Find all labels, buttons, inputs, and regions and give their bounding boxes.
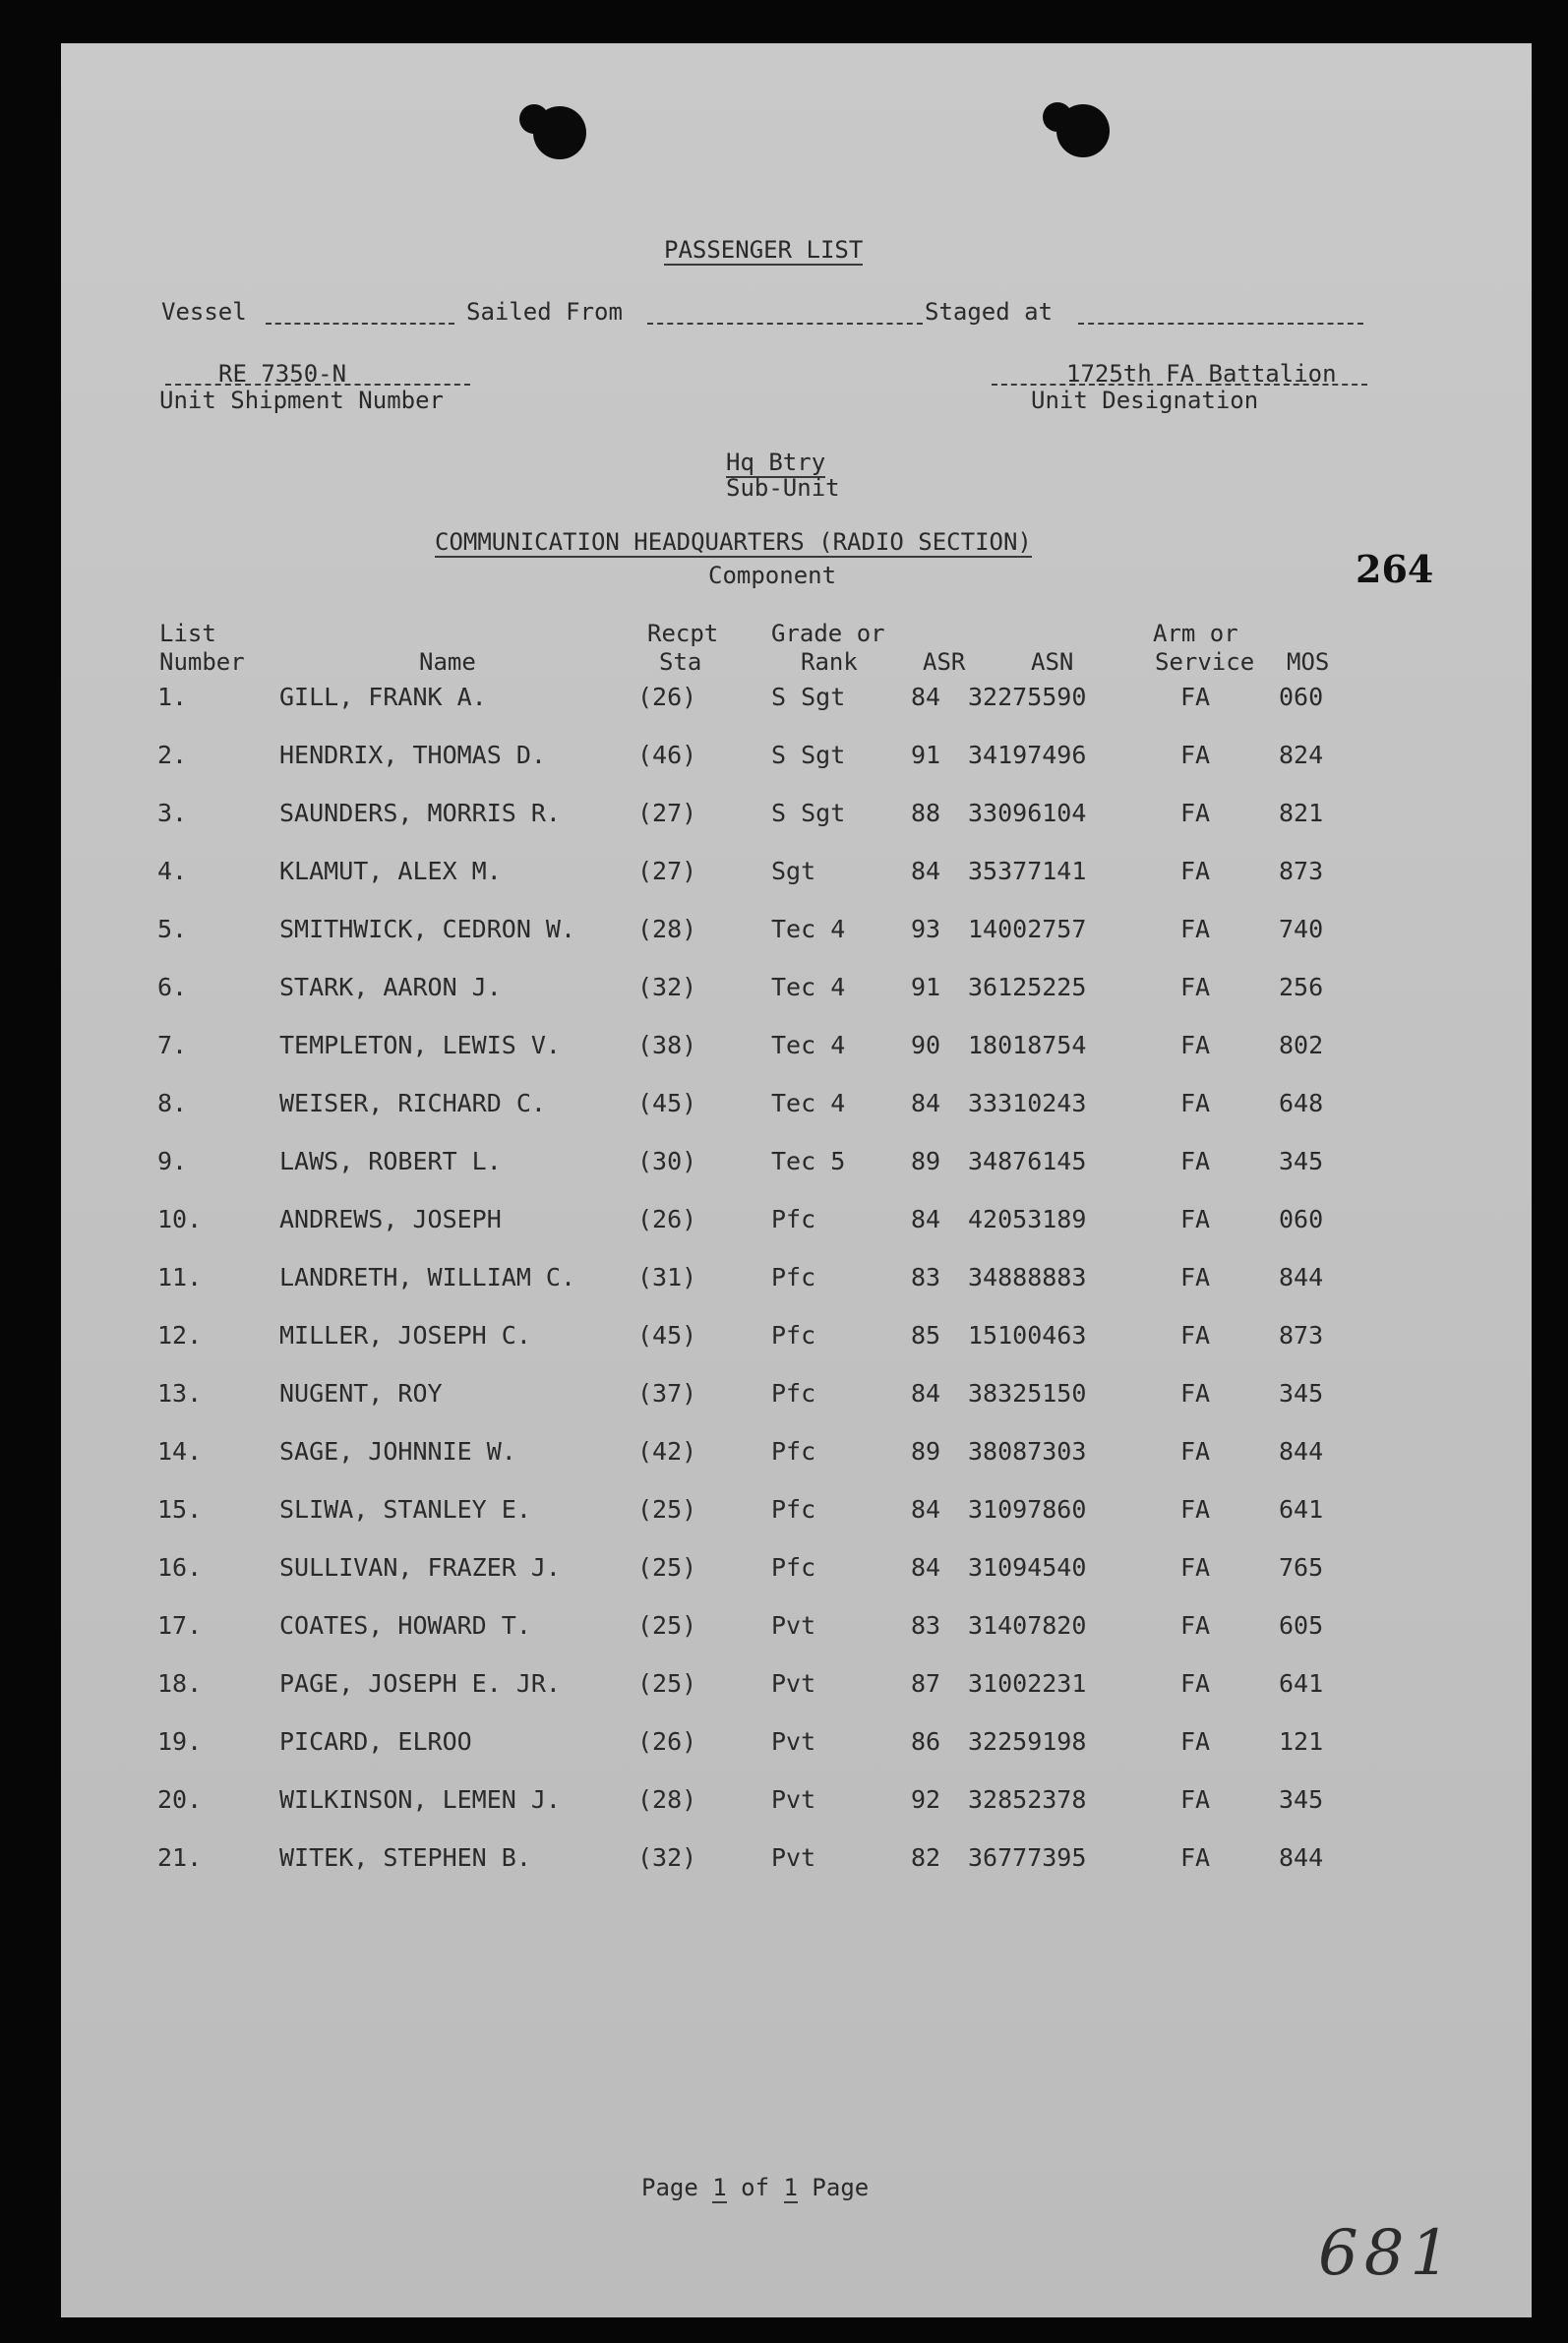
recpt-sta: (38) (637, 1031, 697, 1059)
table-row (61, 1031, 1532, 1070)
grade-rank: Pvt (771, 1669, 816, 1698)
asr-score: 86 (911, 1727, 941, 1756)
page-number: 1 (712, 2174, 727, 2201)
component-label: Component (708, 562, 837, 589)
asr-score: 90 (911, 1031, 941, 1059)
arm-service: FA (1180, 857, 1211, 885)
table-row (61, 1553, 1532, 1592)
arm-service: FA (1180, 683, 1211, 711)
punch-hole-left (533, 106, 586, 159)
page-footer (641, 2174, 869, 2201)
staged-at-label: Staged at (925, 298, 1054, 326)
arm-service: FA (1180, 1089, 1211, 1117)
vessel-label: Vessel (161, 298, 247, 326)
asn-number: 15100463 (968, 1321, 1087, 1350)
grade-rank: Pvt (771, 1785, 816, 1814)
mos-code: 641 (1279, 1495, 1324, 1524)
row-number: 2. (157, 741, 188, 769)
header-asr: ASR (923, 648, 966, 676)
recpt-sta: (32) (637, 973, 697, 1001)
sailed-from-blank (647, 323, 923, 325)
passenger-name: TEMPLETON, LEWIS V. (279, 1031, 561, 1059)
asn-number: 35377141 (968, 857, 1087, 885)
grade-rank: S Sgt (771, 741, 846, 769)
table-row (61, 1321, 1532, 1360)
asn-number: 33096104 (968, 799, 1087, 827)
mos-code: 873 (1279, 1321, 1324, 1350)
header-recpt-2: Sta (659, 648, 702, 676)
asr-score: 88 (911, 799, 941, 827)
passenger-name: COATES, HOWARD T. (279, 1611, 531, 1640)
mos-code: 844 (1279, 1843, 1324, 1872)
arm-service: FA (1180, 1669, 1211, 1698)
table-row (61, 1669, 1532, 1709)
mos-code: 873 (1279, 857, 1324, 885)
row-number: 19. (157, 1727, 203, 1756)
passenger-name: NUGENT, ROY (279, 1379, 443, 1408)
passenger-name: LAWS, ROBERT L. (279, 1147, 502, 1175)
header-arm-2: Service (1155, 648, 1255, 676)
table-row (61, 1437, 1532, 1476)
header-grade: Grade or (771, 620, 885, 647)
recpt-sta: (25) (637, 1669, 697, 1698)
header-name: Name (419, 648, 476, 676)
row-number: 12. (157, 1321, 203, 1350)
asr-score: 84 (911, 1495, 941, 1524)
mos-code: 765 (1279, 1553, 1324, 1582)
asn-number: 31097860 (968, 1495, 1087, 1524)
row-number: 11. (157, 1263, 203, 1292)
sailed-from-label: Sailed From (466, 298, 623, 326)
sub-unit-label: Sub-Unit (726, 474, 840, 502)
asn-number: 18018754 (968, 1031, 1087, 1059)
grade-rank: Tec 4 (771, 973, 846, 1001)
asr-score: 91 (911, 973, 941, 1001)
arm-service: FA (1180, 1205, 1211, 1233)
table-row (61, 1785, 1532, 1825)
grade-rank: Tec 4 (771, 1031, 846, 1059)
mos-code: 844 (1279, 1437, 1324, 1466)
mos-code: 256 (1279, 973, 1324, 1001)
grade-rank: Pfc (771, 1263, 816, 1292)
asn-number: 31002231 (968, 1669, 1087, 1698)
table-row (61, 1611, 1532, 1651)
arm-service: FA (1180, 1495, 1211, 1524)
document-title: PASSENGER LIST (664, 236, 864, 264)
arm-service: FA (1180, 1553, 1211, 1582)
unit-shipment-rule (165, 384, 470, 386)
passenger-name: WEISER, RICHARD C. (279, 1089, 546, 1117)
row-number: 15. (157, 1495, 203, 1524)
document-page (61, 43, 1532, 2317)
passenger-name: SMITHWICK, CEDRON W. (279, 915, 576, 943)
mos-code: 345 (1279, 1147, 1324, 1175)
recpt-sta: (42) (637, 1437, 697, 1466)
mos-code: 060 (1279, 1205, 1324, 1233)
arm-service: FA (1180, 973, 1211, 1001)
arm-service: FA (1180, 1785, 1211, 1814)
passenger-name: PAGE, JOSEPH E. JR. (279, 1669, 561, 1698)
asn-number: 42053189 (968, 1205, 1087, 1233)
row-number: 13. (157, 1379, 203, 1408)
unit-shipment-label: Unit Shipment Number (159, 387, 444, 414)
table-row (61, 683, 1532, 722)
row-number: 16. (157, 1553, 203, 1582)
arm-service: FA (1180, 1727, 1211, 1756)
page-total: 1 (783, 2174, 798, 2201)
unit-designation-rule (992, 384, 1367, 386)
asn-number: 38325150 (968, 1379, 1087, 1408)
recpt-sta: (46) (637, 741, 697, 769)
recpt-sta: (45) (637, 1089, 697, 1117)
passenger-name: WILKINSON, LEMEN J. (279, 1785, 561, 1814)
arm-service: FA (1180, 915, 1211, 943)
sub-unit-value: Hq Btry (726, 449, 826, 476)
grade-rank: Pfc (771, 1437, 816, 1466)
passenger-name: SAUNDERS, MORRIS R. (279, 799, 561, 827)
row-number: 18. (157, 1669, 203, 1698)
header-list-number-2: Number (159, 648, 245, 676)
grade-rank: Pfc (771, 1205, 816, 1233)
header-list-number: List (159, 620, 216, 647)
mos-code: 648 (1279, 1089, 1324, 1117)
header-arm: Arm or (1153, 620, 1238, 647)
arm-service: FA (1180, 1321, 1211, 1350)
table-row (61, 741, 1532, 780)
unit-designation-label: Unit Designation (1031, 387, 1259, 414)
grade-rank: Sgt (771, 857, 816, 885)
recpt-sta: (26) (637, 683, 697, 711)
asn-number: 34876145 (968, 1147, 1087, 1175)
recpt-sta: (32) (637, 1843, 697, 1872)
grade-rank: Tec 4 (771, 915, 846, 943)
asn-number: 38087303 (968, 1437, 1087, 1466)
passenger-name: PICARD, ELROO (279, 1727, 472, 1756)
passenger-name: ANDREWS, JOSEPH (279, 1205, 502, 1233)
asr-score: 84 (911, 1089, 941, 1117)
mos-code: 821 (1279, 799, 1324, 827)
passenger-name: KLAMUT, ALEX M. (279, 857, 502, 885)
passenger-name: SAGE, JOHNNIE W. (279, 1437, 516, 1466)
grade-rank: S Sgt (771, 683, 846, 711)
recpt-sta: (37) (637, 1379, 697, 1408)
arm-service: FA (1180, 741, 1211, 769)
table-row (61, 915, 1532, 954)
row-number: 9. (157, 1147, 188, 1175)
recpt-sta: (25) (637, 1553, 697, 1582)
table-row (61, 1495, 1532, 1534)
mos-code: 345 (1279, 1379, 1324, 1408)
grade-rank: Pvt (771, 1727, 816, 1756)
arm-service: FA (1180, 1147, 1211, 1175)
recpt-sta: (26) (637, 1727, 697, 1756)
asn-number: 32852378 (968, 1785, 1087, 1814)
mos-code: 605 (1279, 1611, 1324, 1640)
recpt-sta: (27) (637, 799, 697, 827)
asr-score: 83 (911, 1611, 941, 1640)
asr-score: 89 (911, 1437, 941, 1466)
grade-rank: Tec 5 (771, 1147, 846, 1175)
recpt-sta: (30) (637, 1147, 697, 1175)
row-number: 1. (157, 683, 188, 711)
recpt-sta: (26) (637, 1205, 697, 1233)
mos-code: 824 (1279, 741, 1324, 769)
asr-score: 84 (911, 1379, 941, 1408)
asr-score: 84 (911, 1553, 941, 1582)
asn-number: 32275590 (968, 683, 1087, 711)
stamped-number: 264 (1356, 547, 1434, 591)
passenger-name: GILL, FRANK A. (279, 683, 487, 711)
mos-code: 060 (1279, 683, 1324, 711)
row-number: 5. (157, 915, 188, 943)
grade-rank: Pvt (771, 1611, 816, 1640)
asr-score: 82 (911, 1843, 941, 1872)
recpt-sta: (28) (637, 915, 697, 943)
asn-number: 33310243 (968, 1089, 1087, 1117)
asn-number: 34888883 (968, 1263, 1087, 1292)
row-number: 20. (157, 1785, 203, 1814)
grade-rank: Pfc (771, 1379, 816, 1408)
header-asn: ASN (1031, 648, 1074, 676)
passenger-name: STARK, AARON J. (279, 973, 502, 1001)
arm-service: FA (1180, 799, 1211, 827)
asn-number: 36125225 (968, 973, 1087, 1001)
grade-rank: Pfc (771, 1553, 816, 1582)
header-mos: MOS (1287, 648, 1330, 676)
table-row (61, 1089, 1532, 1128)
recpt-sta: (28) (637, 1785, 697, 1814)
of-word: of (741, 2174, 770, 2201)
passenger-name: SLIWA, STANLEY E. (279, 1495, 531, 1524)
recpt-sta: (27) (637, 857, 697, 885)
mos-code: 345 (1279, 1785, 1324, 1814)
asr-score: 84 (911, 857, 941, 885)
recpt-sta: (25) (637, 1495, 697, 1524)
asr-score: 87 (911, 1669, 941, 1698)
grade-rank: S Sgt (771, 799, 846, 827)
asn-number: 32259198 (968, 1727, 1087, 1756)
handwritten-number: 681 (1318, 2217, 1457, 2290)
row-number: 4. (157, 857, 188, 885)
table-row (61, 1263, 1532, 1302)
unit-shipment-number: RE 7350-N (218, 360, 347, 388)
asn-number: 34197496 (968, 741, 1087, 769)
asr-score: 93 (911, 915, 941, 943)
asn-number: 36777395 (968, 1843, 1087, 1872)
asr-score: 84 (911, 683, 941, 711)
grade-rank: Pfc (771, 1495, 816, 1524)
passenger-name: MILLER, JOSEPH C. (279, 1321, 531, 1350)
page-word-2: Page (812, 2174, 870, 2201)
asn-number: 31094540 (968, 1553, 1087, 1582)
mos-code: 740 (1279, 915, 1324, 943)
row-number: 17. (157, 1611, 203, 1640)
row-number: 21. (157, 1843, 203, 1872)
row-number: 3. (157, 799, 188, 827)
table-row (61, 1379, 1532, 1418)
grade-rank: Pvt (771, 1843, 816, 1872)
passenger-name: HENDRIX, THOMAS D. (279, 741, 546, 769)
component-value: COMMUNICATION HEADQUARTERS (RADIO SECTION) (435, 528, 1032, 556)
arm-service: FA (1180, 1437, 1211, 1466)
page-word: Page (641, 2174, 698, 2201)
asr-score: 92 (911, 1785, 941, 1814)
table-row (61, 799, 1532, 838)
passenger-name: LANDRETH, WILLIAM C. (279, 1263, 576, 1292)
asn-number: 31407820 (968, 1611, 1087, 1640)
table-row (61, 1147, 1532, 1186)
vessel-blank (266, 323, 454, 325)
recpt-sta: (45) (637, 1321, 697, 1350)
table-row (61, 857, 1532, 896)
table-row (61, 1205, 1532, 1244)
arm-service: FA (1180, 1379, 1211, 1408)
recpt-sta: (31) (637, 1263, 697, 1292)
asn-number: 14002757 (968, 915, 1087, 943)
passenger-name: WITEK, STEPHEN B. (279, 1843, 531, 1872)
asr-score: 91 (911, 741, 941, 769)
row-number: 10. (157, 1205, 203, 1233)
arm-service: FA (1180, 1031, 1211, 1059)
row-number: 14. (157, 1437, 203, 1466)
arm-service: FA (1180, 1611, 1211, 1640)
staged-at-blank (1078, 323, 1363, 325)
mos-code: 844 (1279, 1263, 1324, 1292)
row-number: 7. (157, 1031, 188, 1059)
mos-code: 121 (1279, 1727, 1324, 1756)
asr-score: 89 (911, 1147, 941, 1175)
unit-designation: 1725th FA Battalion (1066, 360, 1337, 388)
table-row (61, 973, 1532, 1012)
arm-service: FA (1180, 1843, 1211, 1872)
table-row (61, 1843, 1532, 1883)
asr-score: 85 (911, 1321, 941, 1350)
asr-score: 84 (911, 1205, 941, 1233)
asr-score: 83 (911, 1263, 941, 1292)
header-grade-2: Rank (801, 648, 858, 676)
punch-hole-right (1056, 104, 1110, 157)
passenger-name: SULLIVAN, FRAZER J. (279, 1553, 561, 1582)
mos-code: 641 (1279, 1669, 1324, 1698)
table-row (61, 1727, 1532, 1767)
mos-code: 802 (1279, 1031, 1324, 1059)
recpt-sta: (25) (637, 1611, 697, 1640)
grade-rank: Pfc (771, 1321, 816, 1350)
row-number: 6. (157, 973, 188, 1001)
grade-rank: Tec 4 (771, 1089, 846, 1117)
row-number: 8. (157, 1089, 188, 1117)
arm-service: FA (1180, 1263, 1211, 1292)
header-recpt: Recpt (647, 620, 719, 647)
